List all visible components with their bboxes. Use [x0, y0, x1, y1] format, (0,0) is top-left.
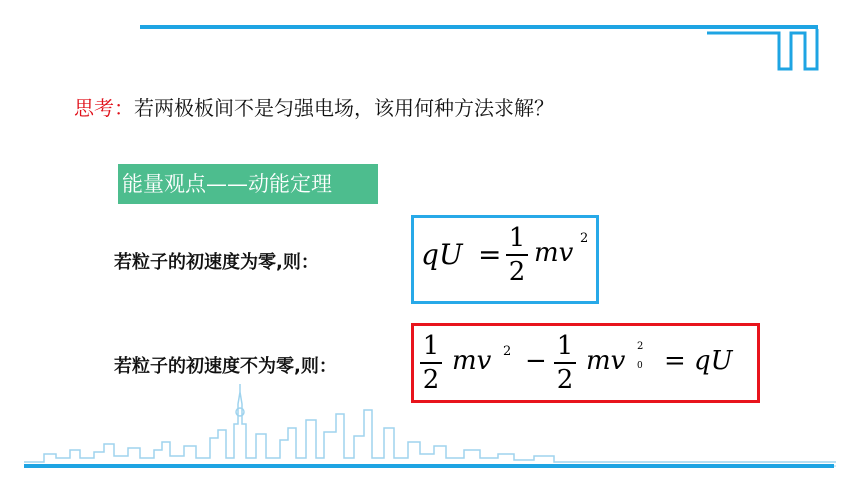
formula-zero-rhs — [534, 238, 573, 268]
term-mv0: mv — [586, 346, 626, 376]
formula-nonzero-rhs — [694, 346, 733, 376]
symbol-U: U — [438, 238, 463, 271]
method-badge: 能量观点——动能定理 — [118, 164, 378, 204]
fraction-denominator: 2 — [422, 365, 440, 395]
case-nonzero-label: 若粒子的初速度不为零,则： — [114, 356, 337, 377]
fraction-numerator: 1 — [508, 223, 526, 253]
city-skyline-icon — [24, 384, 836, 468]
question-text: 若两极板间不是匀强电场，该用何种方法求解？ — [134, 96, 554, 120]
formula-nonzero-sup2: 2 — [637, 341, 644, 352]
term-mv: mv — [452, 346, 492, 376]
formula-nonzero-sub2: 0 — [637, 361, 643, 371]
formula-zero-sup: 2 — [580, 231, 589, 246]
term-mv: mv — [534, 238, 574, 268]
fraction-numerator: 1 — [422, 331, 440, 361]
case-zero-label: 若粒子的初速度为零,则： — [114, 252, 319, 273]
question-line — [74, 92, 554, 121]
formula-nonzero-sup1: 2 — [503, 344, 512, 359]
formula-nonzero-term1 — [452, 346, 491, 376]
symbol-q: q — [421, 238, 439, 271]
formula-zero-equals: = — [478, 238, 502, 271]
bottom-accent-line — [24, 464, 834, 468]
formula-nonzero-equals: = — [664, 346, 686, 376]
formula-nonzero-term2 — [586, 346, 625, 376]
formula-zero-fraction — [506, 222, 528, 288]
question-prefix: 思考： — [74, 96, 134, 120]
formula-nonzero-minus: − — [525, 346, 547, 376]
fraction-denominator: 2 — [556, 365, 574, 395]
formula-zero-lhs — [421, 238, 463, 271]
corner-decoration-icon — [707, 29, 823, 73]
fraction-denominator: 2 — [508, 257, 526, 287]
term-qU: qU — [694, 346, 733, 376]
fraction-numerator: 1 — [556, 331, 574, 361]
